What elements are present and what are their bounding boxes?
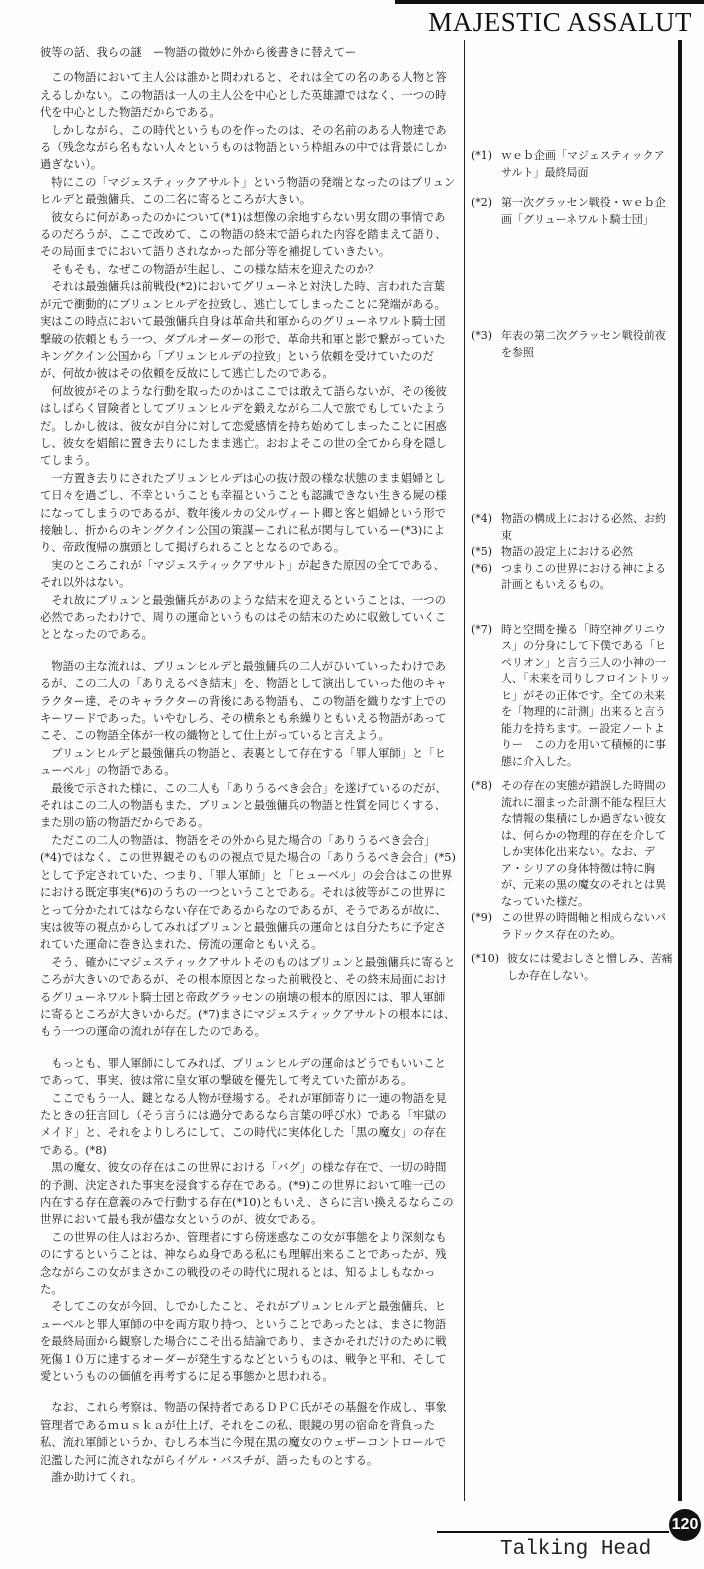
footnote	[471, 910, 674, 943]
afterword-part-1	[40, 44, 456, 644]
footnote	[471, 195, 674, 228]
footnote-text: 第一次グラッセン戦役・ｗｅｂ企画「グリューネワルト騎士団」	[501, 196, 666, 226]
paragraph: ブリュンヒルデと最強傭兵の物語と、表裏として存在する「罪人軍師」と「ヒューベル」の物語である。	[40, 746, 446, 778]
paragraph: 彼女らに何があったのかについて(*1)は想像の余地すらない男女間の事情であるのだろうが、ここで改めて、この物語の終末で語られた内容を踏まえて語り、その局面までにおいて語りされなかった部分等を補捉していきたい。	[40, 210, 447, 259]
footnote-text: ｗｅｂ企画「マジェスティックアサルト」最終局面	[501, 149, 665, 179]
page-footer	[0, 1509, 704, 1569]
footnote-text: 物語の設定上における必然	[501, 545, 633, 558]
footnote	[471, 622, 674, 771]
footnote-marker: (*1)	[471, 149, 493, 162]
paragraph: この世界の住人はおろか、管理者にすら傍迷惑なこの女が事態をより深刻なものにするということは、神ならぬ身である私にも理解出来ることであったが、残念ながらこの女がまさかこの戦役のその時代に現れるとは、知るよしもなかった。	[40, 1230, 447, 1297]
footnote	[471, 148, 674, 181]
paragraph: もっとも、罪人軍師にしてみれば、ブリュンヒルデの運命はどうでもいいことであって、事実、彼は常に皇女軍の撃破を優先して考えていた節がある。	[40, 1056, 446, 1088]
footnote-text: 彼女には愛おしさと憎しみ、苦痛しか存在しない。	[507, 952, 673, 982]
paragraph: 実のところこれが「マジェスティックアサルト」が起きた原因の全てである、それ以外はない。	[40, 558, 445, 590]
afterword-part-4	[40, 1399, 456, 1486]
top-rule	[395, 0, 704, 4]
footnote-marker: (*7)	[471, 622, 493, 636]
paragraph: ただこの二人の物語は、物語をその外から見た場合の「ありうるべき会合」(*4)ではなく、この世界観そのものの視点で見た場合の「ありうるべき会合」(*5)として予定されていた、つまり、「罪人軍師」と「ヒューベル」の会合はこの世界における既定事実(*6)のうちの一つということである。それは彼等がこの世界にとって分かたれてはならない存在であるからなのであるが、そうであるが故に、実は彼等の視点からしてみればブリュンと最強傭兵の運命とは自分たちに予定されていた運命に巻き込まれた、傍流の運命ともいえる。	[40, 833, 456, 952]
footnote-text: 物語の構成上における必然、お約束	[501, 512, 666, 542]
section-name: Talking Head	[500, 1537, 652, 1561]
footnote-text: つまりこの世界における神による計画ともいえるもの。	[501, 561, 666, 591]
paragraph: 黒の魔女、彼女の存在はこの世界における「バグ」の様な存在で、一切の時間的予測、決定された事実を浸食する存在である。(*9)この世界において唯一己の内在する存在意義のみで行動する存在(*10)ともいえ、さらに言い換えるならこの世界において最も我が儘な女というのが、彼女である。	[40, 1161, 454, 1227]
footnote-marker: (*6)	[471, 561, 493, 575]
article-title: 彼等の話、我らの謎 ー物語の微妙に外から後書きに替えてー	[40, 46, 357, 59]
footnote	[471, 511, 674, 544]
footnote-marker: (*4)	[471, 512, 493, 525]
paragraph: 物語の主な流れは、ブリュンヒルデと最強傭兵の二人がひいていったわけであるが、この二人の「ありえるべき結末」を、物語として演出していった他のキャラクター達、そのキャラクターの背後にある物語も、この物語を織りなす上でのキーワードであった。いやむしろ、その横糸とも糸繰りともいえる物語があってこそ、この物語全体が一枚の織物として仕上がっていると言えよう。	[40, 659, 447, 743]
paragraph: しかしながら、この時代というものを作ったのは、その名前のある人物達である（残念ながら名もない人々というものは物語という枠組みの中では背景にしか過ぎない）。	[40, 123, 447, 172]
page-header	[0, 0, 704, 40]
page-number: 120	[669, 1509, 701, 1541]
paragraph: この物語において主人公は誰かと問われると、それは全ての名のある人物と答えるしかない。この物語は一人の主人公を中心とした英雄譚ではなく、一つの時代を中心とした物語だからである。	[40, 71, 447, 120]
paragraph: 最後で示された様に、この二人も「ありうるべき会合」を遂げているのだが、それはこの二人の物語もまた、ブリュンと最強傭兵の物語と性質を同じくする、また別の筋の物語だからである。	[40, 781, 447, 830]
paragraph: ここでもう一人、鍵となる人物が登場する。それが軍師寄りに一連の物語を見たときの狂言回し（そう言うには過分であるなら言葉の呼び水）である「牢獄のメイド」と、それをよりしろにして、この時代に実体化した「黒の魔女」の存在である。(*8)	[40, 1091, 447, 1157]
paragraph: 何故彼がそのような行動を取ったのかはここでは敢えて語らないが、その後彼はしばらく冒険者としてブリュンヒルデを鍛えながら二人で旅でもしていたようだ。しかし彼は、彼女が自分に対して恋愛感情を持ち始めてしまったことに困惑し、彼女を娼館に置き去りにしたまま逃亡。おおよそこの世の全てから身を隠してしまう。	[40, 384, 447, 468]
paragraph: 特にこの「マジェスティックアサルト」という物語の発端となったのはブリュンヒルデと最強傭兵、この二名に寄るところが大きい。	[40, 175, 456, 207]
paragraph: そう、確かにマジェスティックアサルトそのものはブリュンと最強傭兵に寄るところが大きいのであるが、その根本原因となった前戦役と、その終末局面におけるグリューネワルト騎士団と帝政グラッセンの崩壊の根本的原因には、罪人軍師に寄るところが大きいからだ。(*7)まさにマジェスティックアサルトの根本には、もう一つの運命の流れが存在したのである。	[40, 955, 456, 1039]
footnote	[471, 951, 674, 984]
footnote-marker: (*3)	[471, 329, 493, 342]
paragraph: なお、これら考察は、物語の保持者であるＤＰＣ氏がその基盤を作成し、事象管理者であるｍｕｓｋａが仕上げ、それをこの私、眼鏡の男の宿命を背負った私、流れ軍師というか、むしろ本当に今現在黒の魔女のウェザーコントロールで氾濫した河に流されながらイゲル・バスチが、語ったものとする。	[40, 1401, 447, 1467]
page-columns	[0, 40, 704, 1501]
footnote-marker: (*9)	[471, 911, 493, 924]
footnote-marker: (*8)	[471, 779, 493, 792]
footnote-text: 時と空間を操る「時空神グリニウス」の分身にして下僕である「ヒペリオン」と言う三人の小神の一人、「未来を司りしフロイントリッヒ」がその正体です。全ての未来を「物理的に計測」出来ると言う能力を持ちます。ー設定ノートよりー この力を用いて積極的に事態に介入した。	[501, 622, 671, 768]
paragraph: 一方置き去りにされたブリュンヒルデは心の抜け殻の様な状態のまま娼婦として日々を過ごし、不幸ということも幸福ということも認識できない生きる屍の様になってしまうのであるが、数年後ルカの父ルヴィート卿と客と娼婦という形で接触し、折からのキングクイン公国の策謀ーこれに私が関与しているー(*3)により、帝政復帰の旗頭として掲げられることとなるのである。	[40, 471, 447, 555]
footnote-marker: (*5)	[471, 545, 493, 558]
footnote	[471, 544, 674, 561]
footnote-marker: (*10)	[471, 952, 500, 965]
afterword-body	[40, 40, 460, 1501]
footnotes-column	[464, 40, 682, 1501]
paragraph: 誰か助けてくれ。	[51, 1471, 143, 1485]
paragraph: それ故にブリュンと最強傭兵があのような結末を迎えるということは、一つの必然であったわけで、周りの運命というものはその結末のために収斂していくこととなったのである。	[40, 593, 447, 642]
afterword-part-2	[40, 658, 456, 1041]
paragraph: そもそも、なぜこの物語が生起し、この様な結末を迎えたのか？	[51, 262, 379, 276]
footnote	[471, 561, 674, 594]
afterword-part-3	[40, 1055, 456, 1386]
footnote	[471, 778, 674, 910]
footnote-text: その存在の実態が錯誤した時間の流れに溜まった計測不能な程巨大な情報の集積にしか過ぎない彼女は、何らかの物理的存在を介してしか実体化出来ない。なお、デア・シリアの身体特徴は特に胸が、元来の黒の魔女のそれとは異なっていた様だ。	[501, 779, 666, 908]
footer-rule	[437, 1531, 669, 1533]
paragraph: そしてこの女が今回、しでかしたこと、それがブリュンヒルデと最強傭兵、ヒューベルと罪人軍師の中を両方取り持つ、ということであったとは、まさに物語を最終局面から観察した場合にこそ出る結論であり、まさかそれだけのために戦死傷１０万に達するオーダーが発生するなどというものは、戦争と平和、そして愛というものの価値を再考するに足る事態かと思われる。	[40, 1300, 447, 1384]
footnote-marker: (*2)	[471, 196, 493, 209]
footnote-text: この世界の時間軸と相成らないパラドックス存在のため。	[501, 911, 666, 941]
footnote	[471, 328, 674, 361]
paragraph: それは最強傭兵は前戦役(*2)においてグリューネと対決した時、言われた言葉が元で衝動的にブリュンヒルデを拉致し、逃亡してしまったことに発端がある。実はこの時点において最強傭兵自身は革命共和軍からのグリューネワルト騎士団撃破の依頼ともう一つ、ダブルオーダーの形で、革命共和軍と影で繋がっていたキングクイン公国から「ブリュンヒルデの拉致」という依頼を受けていたのだが、何故か彼はその依頼を反故にして逃亡したのである。	[40, 280, 446, 381]
series-title: MAJESTIC ASSALUT	[428, 7, 692, 37]
footnote-text: 年表の第二次グラッセン戦役前夜を参照	[501, 329, 666, 359]
